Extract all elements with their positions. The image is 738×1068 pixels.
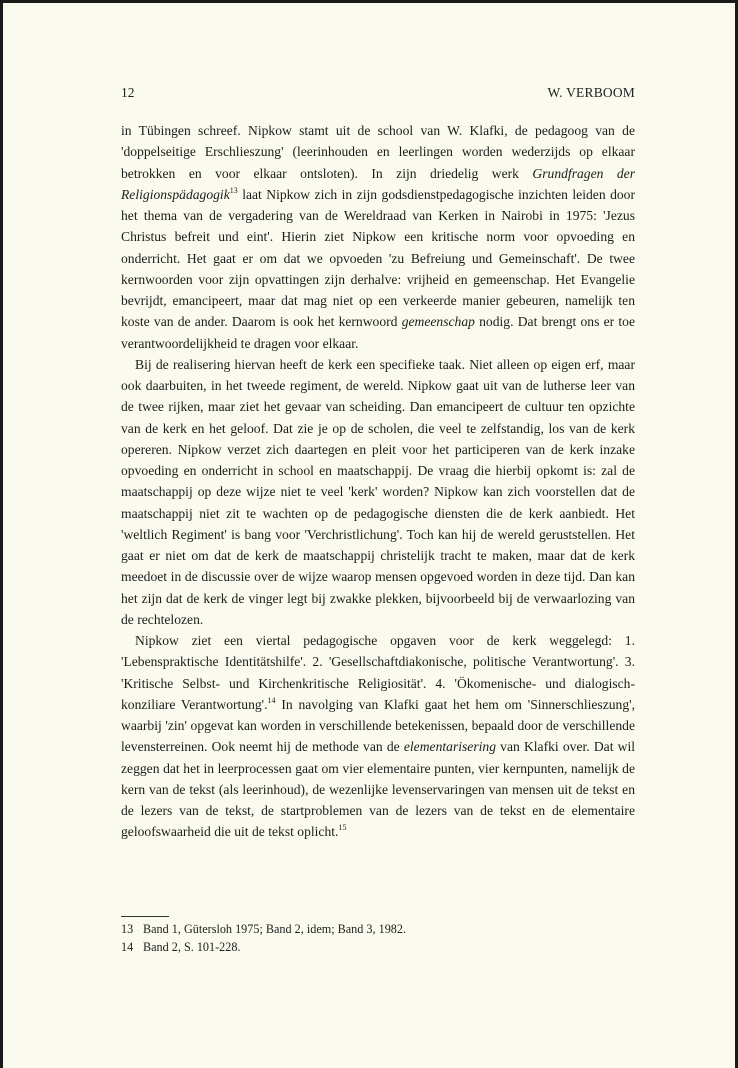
footnote-number: 13 xyxy=(121,922,134,936)
footnote-13 xyxy=(121,920,635,938)
footnote-number: 14 xyxy=(121,940,134,954)
paragraph-1 xyxy=(121,120,635,354)
footnote-ref-15: 15 xyxy=(338,823,347,833)
paragraph-2: Bij de realisering hiervan heeft de kerk een specifieke taak. Niet alleen op eigen erf, maar ook daarbuiten, in het tweede regiment, de wereld. Nipkow gaat uit van de lutherse leer van de twee rijken, maar ziet het gevaar van scheiding. Dan emancipeert de cultuur ten opzichte van de kerk en het geloof. Dat zie je op de scholen, die veel te zelfstandig, los van de kerk opereren. Nipkow verzet zich daartegen en pleit voor het participeren van de kerk inzake opvoeding en onderricht in school en maatschappij. De vraag die hierbij opkomt is: zal de maatschappij op deze wijze niet te veel 'kerk' worden? Nipkow kan zich voorstellen dat de maatschappij niet zit te wachten op de pedagogische diensten die de kerk aanbiedt. Het 'weltlich Regiment' is bang voor 'Verchristlichung'. Toch kan hij de wereld geruststellen. Het gaat er niet om dat de kerk de maatschappij christelijk tracht te maken, maar dat de kerk meedoet in de discussie over de wijze waarop mensen opgevoed worden in deze tijd. Dan kan het zijn dat de kerk de vinger legt bij zwakke plekken, bijvoorbeeld bij de verwaarlozing van de rechtelozen. xyxy=(121,356,635,627)
footnote-text: Band 2, S. 101-228. xyxy=(143,940,241,954)
paragraph-3 xyxy=(121,630,635,843)
emphasis-elementarisering: elementarisering xyxy=(403,739,496,755)
document-page xyxy=(3,3,735,1068)
running-head-author: W. VERBOOM xyxy=(547,85,635,100)
footnote-ref-13: 13 xyxy=(229,185,238,195)
footnote-ref-14: 14 xyxy=(267,695,276,705)
footnotes xyxy=(121,920,635,956)
footnote-text: Band 1, Gütersloh 1975; Band 2, idem; Band 3, 1982. xyxy=(143,922,407,936)
paragraph-1-text-a: in Tübingen schreef. Nipkow stamt uit de school van W. Klafki, de pedagoog van de 'doppelseitige Erschlieszung' (leerinhouden en leerlingen worden wederzijds op elkaar betrokken en voor elkaar ontsloten). In zijn driedelig werk xyxy=(121,123,635,181)
page-number: 12 xyxy=(121,85,135,100)
paragraph-3-text-a: Nipkow ziet een viertal pedagogische opgaven voor de kerk weggelegd: 1. 'Lebenspraktische Identitätshilfe'. 2. 'Gesellschaftdiakonische, politische Verantwortung'. 3. 'Kritische Selbst- und Kirchenkritische Religiosität'. 4. 'Ökomenische- und dialogisch-konziliare Verantwortung'. xyxy=(121,633,635,712)
paragraph-3-text-c: van Klafki over. Dat wil zeggen dat het in leerprocessen gaat om vier elementaire punten, vier kernpunten, namelijk de kern van de tekst (als leerinhoud), de wezenlijke levenservaringen van mensen uit de tekst en de lezers van de tekst, de startproblemen van de lezers van de tekst en de elementaire geloofswaarheid die uit de tekst oplicht. xyxy=(121,739,636,840)
emphasis-gemeenschap: gemeenschap xyxy=(401,314,475,330)
paragraph-1-text-c: nodig. Dat brengt ons er toe verantwoordelijkheid te dragen voor elkaar. xyxy=(121,314,635,351)
paragraph-3-text-b: In navolging van Klafki gaat het hem om 'Sinnerschlieszung', waarbij 'zin' opgevat kan worden in verschillende betekenissen, bepaald door de verschillende levensterreinen. Ook neemt hij de methode van de xyxy=(121,696,635,755)
footnote-divider xyxy=(121,916,169,917)
footnote-14 xyxy=(121,938,635,956)
running-header xyxy=(121,85,635,101)
paragraph-1-text-b: laat Nipkow zich in zijn godsdienstpedagogische inzichten leiden door het thema van de vergadering van de Wereldraad van Kerken in Nairobi in 1975: 'Jezus Christus befreit und eint'. Hierin ziet Nipkow een kritische norm voor opvoeding en onderricht. Het gaat er om dat we opvoeden 'zu Befreiung und Gemeinschaft'. De twee kernwoorden voor zijn opvattingen zijn derhalve: vrijheid en gemeenschap. Het Evangelie bevrijdt, emancipeert, maar dat mag niet op een verkeerde manier gebeuren, namelijk ten koste van de ander. Daarom is ook het kernwoord xyxy=(121,186,635,330)
body-text xyxy=(121,120,635,843)
book-title-grundfragen: Grundfragen der Religionspädagogik xyxy=(121,165,635,202)
